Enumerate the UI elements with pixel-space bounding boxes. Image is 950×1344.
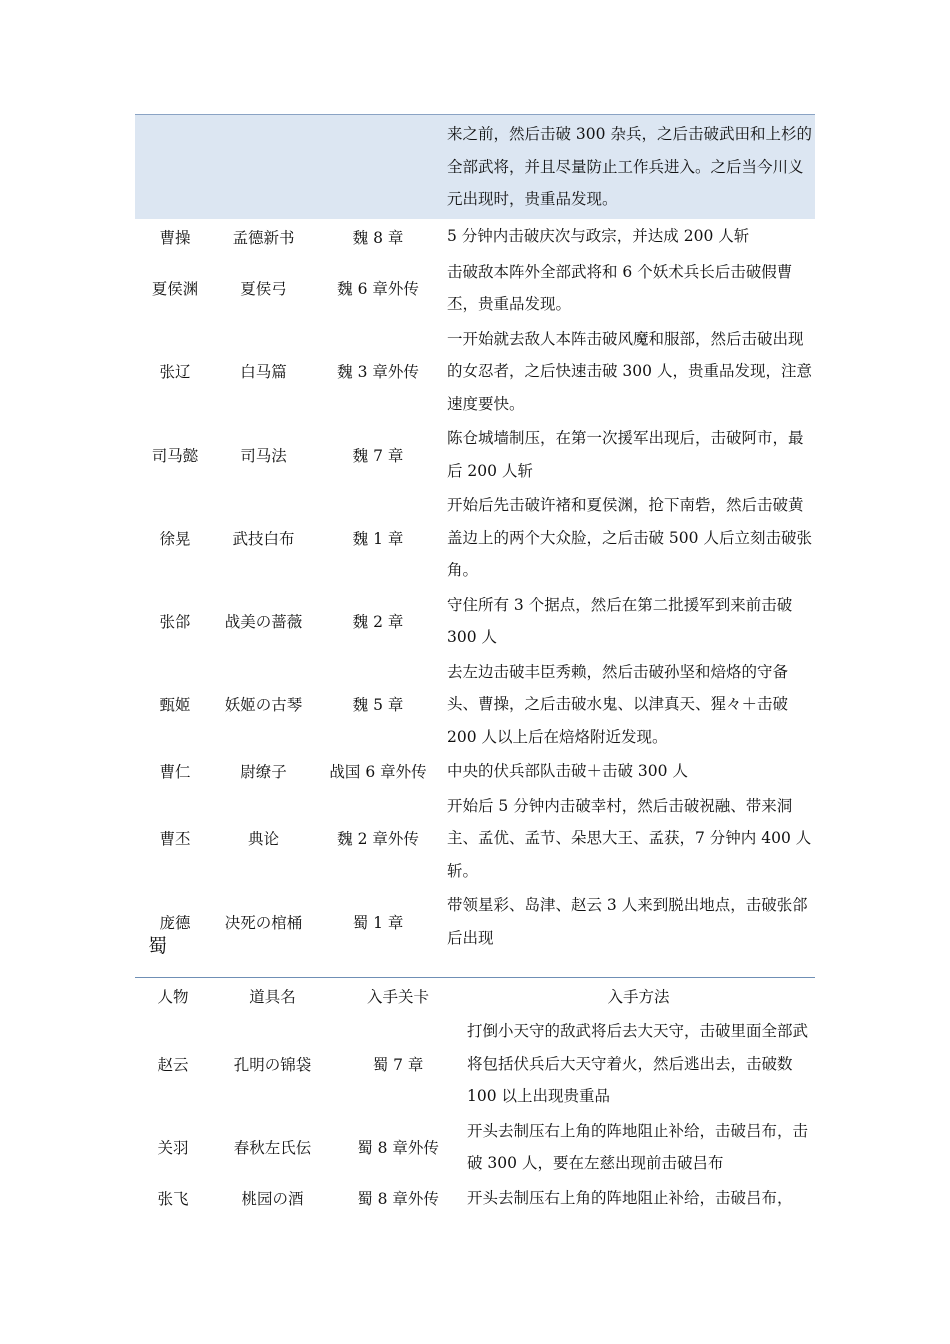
header-person: 人物 bbox=[157, 988, 189, 1006]
table-row bbox=[135, 789, 815, 889]
person-cell: 曹仁 bbox=[159, 763, 191, 782]
table-row bbox=[135, 255, 815, 322]
item-cell: 春秋左氏伝 bbox=[233, 1139, 312, 1157]
table-row bbox=[135, 421, 815, 488]
method-cell: 来之前，然后击破 300 杂兵，之后击破武田和上杉的全部武将，并且尽量防止工作兵进入。之后当今川义元出现时，贵重品发现。 bbox=[444, 115, 815, 219]
stage-cell: 蜀 8 章外传 bbox=[357, 1189, 439, 1208]
table-header-row bbox=[135, 978, 815, 1015]
method-cell: 打倒小天守的敌武将后去大天守，击破里面全部武将包括伏兵后大天守着火，然后逃出去，击破数 100 以上出现贵重品 bbox=[467, 1022, 809, 1105]
item-cell: 决死の棺桶 bbox=[224, 913, 303, 932]
table-row bbox=[135, 488, 815, 588]
header-method: 入手方法 bbox=[607, 988, 670, 1006]
stage-cell: 魏 1 章 bbox=[352, 529, 404, 548]
table-row bbox=[135, 1181, 815, 1216]
stage-cell: 蜀 7 章 bbox=[372, 1055, 424, 1074]
person-cell: 曹丕 bbox=[159, 830, 191, 849]
stage-cell: 魏 3 章外传 bbox=[337, 363, 419, 382]
stage-cell: 魏 2 章外传 bbox=[337, 830, 419, 849]
person-cell: 庞德 bbox=[159, 913, 191, 932]
item-cell: 白马篇 bbox=[240, 363, 287, 382]
item-cell: 桃园の酒 bbox=[241, 1189, 304, 1208]
table-row bbox=[135, 219, 815, 255]
stage-cell: 魏 6 章外传 bbox=[337, 280, 419, 298]
table-row bbox=[135, 1014, 815, 1114]
wei-treasure-table bbox=[135, 114, 815, 955]
table-row bbox=[135, 655, 815, 755]
person-cell bbox=[135, 115, 215, 219]
shu-treasure-table bbox=[135, 977, 815, 1215]
stage-cell: 魏 8 章 bbox=[352, 228, 404, 247]
item-cell: 孔明の锦袋 bbox=[233, 1055, 312, 1074]
item-cell: 武技白布 bbox=[232, 529, 295, 548]
table-row bbox=[135, 888, 815, 955]
person-cell: 夏侯渊 bbox=[151, 280, 199, 298]
method-cell: 中央的伏兵部队击破＋击破 300 人 bbox=[447, 762, 688, 780]
method-cell: 一开始就去敌人本阵击破风魔和服部，然后击破出现的女忍者，之后快速击破 300 人，贵重品发现，注意速度要快。 bbox=[447, 329, 812, 413]
person-cell: 甄姬 bbox=[159, 696, 191, 715]
person-cell: 赵云 bbox=[157, 1055, 189, 1074]
item-cell: 尉缭子 bbox=[240, 763, 287, 782]
item-cell: 典论 bbox=[247, 830, 279, 849]
table-row bbox=[135, 322, 815, 422]
item-cell bbox=[215, 115, 312, 219]
table-row bbox=[135, 588, 815, 655]
stage-cell: 蜀 1 章 bbox=[352, 913, 404, 932]
method-cell: 击破敌本阵外全部武将和 6 个妖术兵长后击破假曹丕，贵重品发现。 bbox=[447, 262, 793, 313]
person-cell: 关羽 bbox=[157, 1139, 189, 1157]
item-cell: 夏侯弓 bbox=[240, 280, 287, 298]
method-cell: 开头去制压右上角的阵地阻止补给，击破吕布， bbox=[467, 1188, 793, 1207]
method-cell: 开始后 5 分钟内击破幸村，然后击破祝融、带来洞主、孟优、孟节、朵思大王、孟获，7 分钟内 400 人斩。 bbox=[447, 796, 812, 880]
method-cell: 去左边击破丰臣秀赖，然后击破孙坚和焙烙的守备头、曹操，之后击破水鬼、以津真天、猩々＋击破 200 人以上后在焙烙附近发现。 bbox=[447, 662, 789, 746]
method-cell: 开头去制压右上角的阵地阻止补给，击破吕布，击破 300 人，要在左慈出现前击破吕布 bbox=[467, 1121, 809, 1172]
table-row bbox=[135, 754, 815, 789]
method-cell: 陈仓城墙制压，在第一次援军出现后，击破阿市，最后 200 人斩 bbox=[447, 429, 804, 480]
table-row bbox=[135, 115, 815, 219]
stage-cell: 魏 2 章 bbox=[352, 613, 404, 631]
method-cell: 开始后先击破许褚和夏侯渊，抢下南砦，然后击破黄盖边上的两个大众脸，之后击破 500 人后立刻击破张角。 bbox=[447, 496, 812, 579]
section-heading-shu: 蜀 bbox=[148, 935, 168, 957]
stage-cell: 魏 5 章 bbox=[352, 696, 404, 715]
method-cell: 带领星彩、岛津、赵云 3 人来到脱出地点，击破张郃后出现 bbox=[447, 896, 808, 947]
person-cell: 张辽 bbox=[159, 363, 191, 382]
header-stage: 入手关卡 bbox=[366, 988, 429, 1006]
item-cell: 妖姬の古琴 bbox=[224, 696, 303, 715]
stage-cell bbox=[312, 115, 444, 219]
item-cell: 司马法 bbox=[240, 446, 287, 465]
method-cell: 5 分钟内击破庆次与政宗，并达成 200 人斩 bbox=[447, 227, 750, 246]
stage-cell: 战国 6 章外传 bbox=[329, 763, 427, 782]
stage-cell: 魏 7 章 bbox=[352, 446, 404, 465]
stage-cell: 蜀 8 章外传 bbox=[357, 1139, 439, 1157]
item-cell: 孟德新书 bbox=[232, 228, 295, 247]
person-cell: 徐晃 bbox=[159, 529, 191, 548]
method-cell: 守住所有 3 个据点，然后在第二批援军到来前击破 300 人 bbox=[447, 595, 793, 646]
person-cell: 张郃 bbox=[159, 613, 191, 631]
person-cell: 司马懿 bbox=[151, 446, 199, 465]
table-row bbox=[135, 1114, 815, 1181]
person-cell: 曹操 bbox=[159, 228, 191, 247]
person-cell: 张飞 bbox=[157, 1189, 189, 1208]
item-cell: 战美の蔷薇 bbox=[224, 613, 303, 631]
header-item: 道具名 bbox=[249, 988, 296, 1006]
